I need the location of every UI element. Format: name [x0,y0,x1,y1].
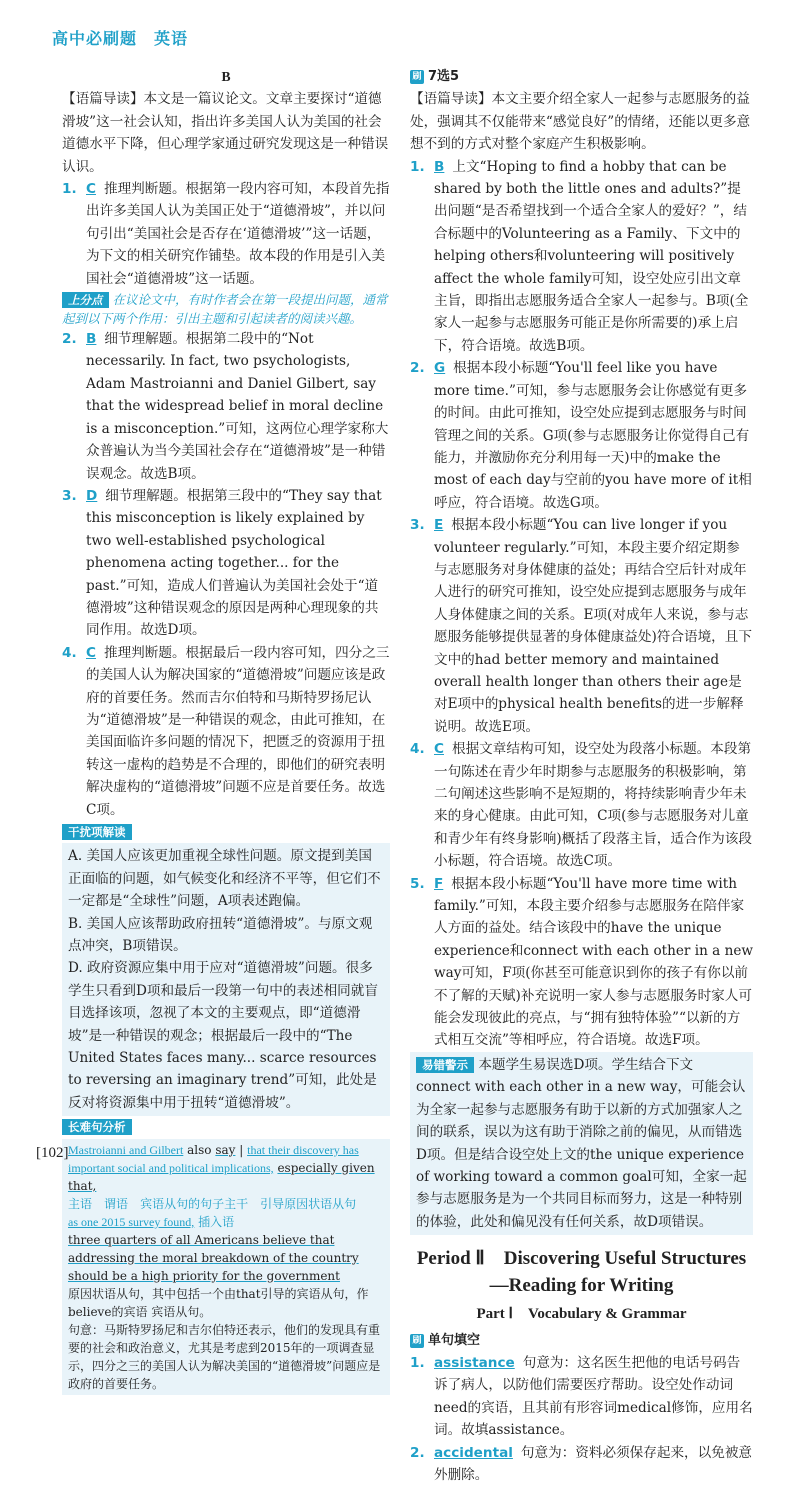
answer-letter: F [434,875,444,892]
question-number: 3. [62,487,77,504]
page-header: 高中必刷题 英语 [52,29,189,48]
answer-item [410,156,753,358]
left-column [62,66,390,1395]
question-number: 2. [410,360,425,377]
question-number: 1. [410,158,425,175]
answer-letter: E [434,517,444,534]
brush-icon: 刷 [410,1334,424,1348]
answer-word: assistance [434,1354,515,1371]
answer-item [410,873,753,1052]
section-heading: 7选5 [428,69,460,84]
answer-item [62,642,390,821]
warning-text: 本题学生易误选D项。学生结合下文connect with each other in a new way，可能会认为全家一起参与志愿服务有助于以新的方式加强家人之间的联系，误以为这有助于消除之前的偏见，从而错选D项。但是结合设空处上文的the unique experience of working toward a common goal可知，全家一起参与志愿服务是为一个共同目标而努力，这是一种特别的体验，此处和偏见没有任何关系，故D项错误。 [416,1056,747,1230]
answer-item [410,357,753,514]
page-number-value: 102 [41,1145,64,1161]
answer-item [410,738,753,872]
distractor-a: A. 美国人应该更加重视全球性问题。原文提到美国正面临的问题，如气候变化和经济不平等，但它们不一定都是“全球性”问题，A项表述跑偏。 [68,848,381,910]
label: 谓语 [104,1196,129,1211]
tip-badge: 上分点 [62,292,109,308]
explanation: 根据本段小标题“You'll feel like you have more time.”可知，参与志愿服务会让你感觉有更多的时间。由此可推知，设空处应提到志愿服务与时间管理之间的关系。G项(参与志愿服务让你觉得自己有能力，并激励你充分利用每一天)中的make the most of each day与空前的you have more of it相呼应，符合语境。故选G项。 [434,360,752,511]
answer-item [62,328,390,485]
answer-letter: B [86,331,97,348]
answer-item [62,485,390,642]
answer-item [410,514,753,738]
explanation: 推理判断题。根据最后一段内容可知，四分之三的美国人认为解决国家的“道德滑坡”问题应该是政府的首要任务。然而吉尔伯特和马斯特罗扬尼认为“道德滑坡”是一种错误的观念，由此可推知，在美国面临许多问题的情况下，把匮乏的资源用于扭转这一虚构的趋势是不合理的，即他们的研究表明解决虚构的“道德滑坡”问题不应是首要任务。故选C项。 [86,644,390,818]
translation: 句意：马斯特罗扬尼和吉尔伯特还表示，他们的发现具有重要的社会和政治意义，尤其是考虑到2015年的一项调查显示，四分之三的美国人认为解决美国的“道德滑坡”问题应是政府的首要任务。 [68,1322,381,1391]
explanation: 句意为：这名医生把他的电话号码告诉了病人，以防他们需要医疗帮助。设空处作动词need的宾语，且其前有形容词medical修饰，应用名词。故填assistance。 [434,1354,753,1439]
distractor-box [62,843,390,1116]
question-number: 2. [410,1444,425,1461]
distractor-d: D. 政府资源应集中用于应对“道德滑坡”问题。很多学生只看到D项和最后一段第一句中的表述相同就盲目选择该项，忽视了本文的主要观点，即“道德滑坡”是一种错误的观念；根据最后一段中的“The United States faces many... scarce resources to reversing an imaginary trend”可知，此处是反对将资源集中用于扭转“道德滑坡”。 [68,960,378,1111]
label: 主语 [68,1196,93,1211]
adverb: also [187,1142,212,1157]
distractor-badge: 干扰项解读 [62,824,132,840]
section-title: B [221,69,231,84]
warning-badge: 易错警示 [416,1057,474,1073]
explanation: 句意为：资料必须保存起来，以免被意外删除。 [434,1444,753,1483]
label: 插入语 [198,1214,235,1229]
sentence-analysis: Mastroianni and Gilbert also say | that their discovery has important social and political implications, especially given that, 主语 谓语 宾语从句的句子主干 引导原因状语从句 as one 2015 survey found, 插入语 three quarters of all Americans believe that addressing the moral breakdown of the country should be a high priority for the government 原因状语从句，其中包括一个由that引导的宾语从句，作believe的宾语 宾语从句。 句意：马斯特罗扬尼和吉尔伯特还表示，他们的发现具有重要的社会和政治意义，尤其是考虑到2015年的一项调查显示，四分之三的美国人认为解决美国的“道德滑坡”问题应是政府的首要任务。 [62,1139,390,1395]
label: 宾语从句的句子主干 [140,1196,249,1211]
explanation: 上文“Hoping to find a hobby that can be shared by both the little ones and adults?”提出问题“是否希望找到一个适合全家人的爱好？”，结合标题中的Volunteering as a Family、下文中的helping others和volunteering will positively affect the whole family可知，设空处应引出文章主旨，即指出志愿服务适合全家人一起参与。B项(全家人一起参与志愿服务可能正是你所需要的)承上启下，符合语境。故选B项。 [434,158,749,354]
tip-text: 在议论文中，有时作者会在第一段提出问题，通常起到以下两个作用：引出主题和引起读者的阅读兴趣。 [62,292,388,327]
question-number: 5. [410,875,425,892]
subject: Mastroianni and Gilbert [68,1142,184,1157]
explanation: 推理判断题。根据第一段内容可知，本段首先指出许多美国人认为美国正处于“道德滑坡”，并以问句引出“美国社会是否存在‘道德滑坡’”这一话题，为下文的相关研究作铺垫。故本段的作用是引入美国社会“道德滑坡”这一话题。 [86,181,390,287]
subsection-heading: 单句填空 [428,1332,481,1348]
answer-letter: C [86,181,96,198]
answer-letter: G [434,360,446,377]
right-column [410,66,753,1486]
question-number: 1. [62,181,77,198]
answer-word: accidental [434,1444,513,1461]
object-clause: that their discovery has important social and political implications, [68,1142,359,1175]
question-number: 4. [410,741,425,758]
distractor-b: B. 美国人应该帮助政府扭转“道德滑坡”。与原文观点冲突，B项错误。 [68,915,373,955]
label: 引导原因状语从句 [260,1196,357,1211]
long-sentence-badge: 长难句分析 [62,1119,132,1135]
question-number: 2. [62,331,77,348]
explanation: 根据本段小标题“You can live longer if you volunteer regularly.”可知，本段主要介绍定期参与志愿服务对身体健康的益处；再结合空后针对成年人进行的研究可推知，设空处应提到志愿服务与成年人身体健康之间的关系。E项(对成年人来说，参与志愿服务能够提供显著的身体健康益处)符合语境，且下文中的had better memory and maintained overall health longer than others their age是对E项中的physical health benefits的进一步解释说明。故选E项。 [434,517,752,735]
answer-letter: C [434,741,444,758]
answer-letter: C [86,644,96,661]
answer-item [410,1442,753,1486]
answer-letter: B [434,158,445,175]
question-number: 1. [410,1354,425,1371]
label: 原因状语从句，其中包括一个由that引导的宾语从句，作believe的宾语 [68,1286,369,1319]
explanation: 根据文章结构可知，设空处为段落小标题。本段第一句陈述在青少年时期参与志愿服务的积极影响，第二句阐述这些影响不是短期的，将持续影响青少年未来的身心健康。由此可知，C项(参与志愿服务对儿童和青少年有终身影响)概括了段落主旨，适合作为该段小标题，符合语境。故选C项。 [434,741,752,870]
answer-item [62,178,390,290]
verb: say [215,1142,236,1157]
reason-clause: three quarters of all Americans believe that addressing the moral breakdown of the country should be a high priority for the government [68,1232,359,1283]
explanation: 细节理解题。根据第三段中的“They say that this misconception is likely explained by two well-established psychological phenomena acting together... for the past.”可知，造成人们普遍认为美国社会处于“道德滑坡”这种错误观念的原因是两种心理现象的共同作用。故选D项。 [86,487,382,639]
brush-icon: 刷 [410,70,424,84]
reason-clause-intro: especially given that, [68,1160,375,1193]
answer-letter: D [86,487,98,504]
page-number: [102] [36,1145,69,1161]
explanation: 根据本段小标题“You'll have more time with family.”可知，本段主要介绍参与志愿服务在陪伴家人方面的益处。结合该段中的have the unique experience和connect with each other in a new way可知，F项(你甚至可能意识到你的孩子有你以前不了解的天赋)补充说明一家人参与志愿服务时家人可能会发现彼此的亮点，与“拥有独特体验”“以新的方式相互交流”等相呼应，符合语境。故选F项。 [434,875,754,1049]
question-number: 3. [410,517,425,534]
question-number: 4. [62,644,77,661]
passage-intro: 【语篇导读】本文是一篇议论文。文章主要探讨“道德滑坡”这一社会认知，指出许多美国人认为美国的社会道德水平下降，但心理学家通过研究发现这是一种错误认识。 [62,91,389,175]
parenthesis: as one 2015 survey found, [68,1214,195,1229]
explanation: 细节理解题。根据第二段中的“Not necessarily. In fact, two psychologists, Adam Mastroianni and Daniel Gilbert, say that the widespread belief in moral decline is a misconception.”可知，这两位心理学家称大众普遍认为当今美国社会存在“道德滑坡”是一种错误观念。故选B项。 [86,331,389,482]
part-title: Part Ⅰ Vocabulary & Grammar [476,1306,687,1323]
warning-box [410,1052,753,1235]
period-title: Period Ⅱ Discovering Useful Structures—Reading for Writing [416,1248,747,1297]
passage-intro: 【语篇导读】本文主要介绍全家人一起参与志愿服务的益处，强调其不仅能带来“感觉良好”的情绪，还能以更多意想不到的方式对整个家庭产生积极影响。 [410,91,751,153]
label: 宾语从句。 [151,1304,212,1319]
answer-item [410,1352,753,1442]
